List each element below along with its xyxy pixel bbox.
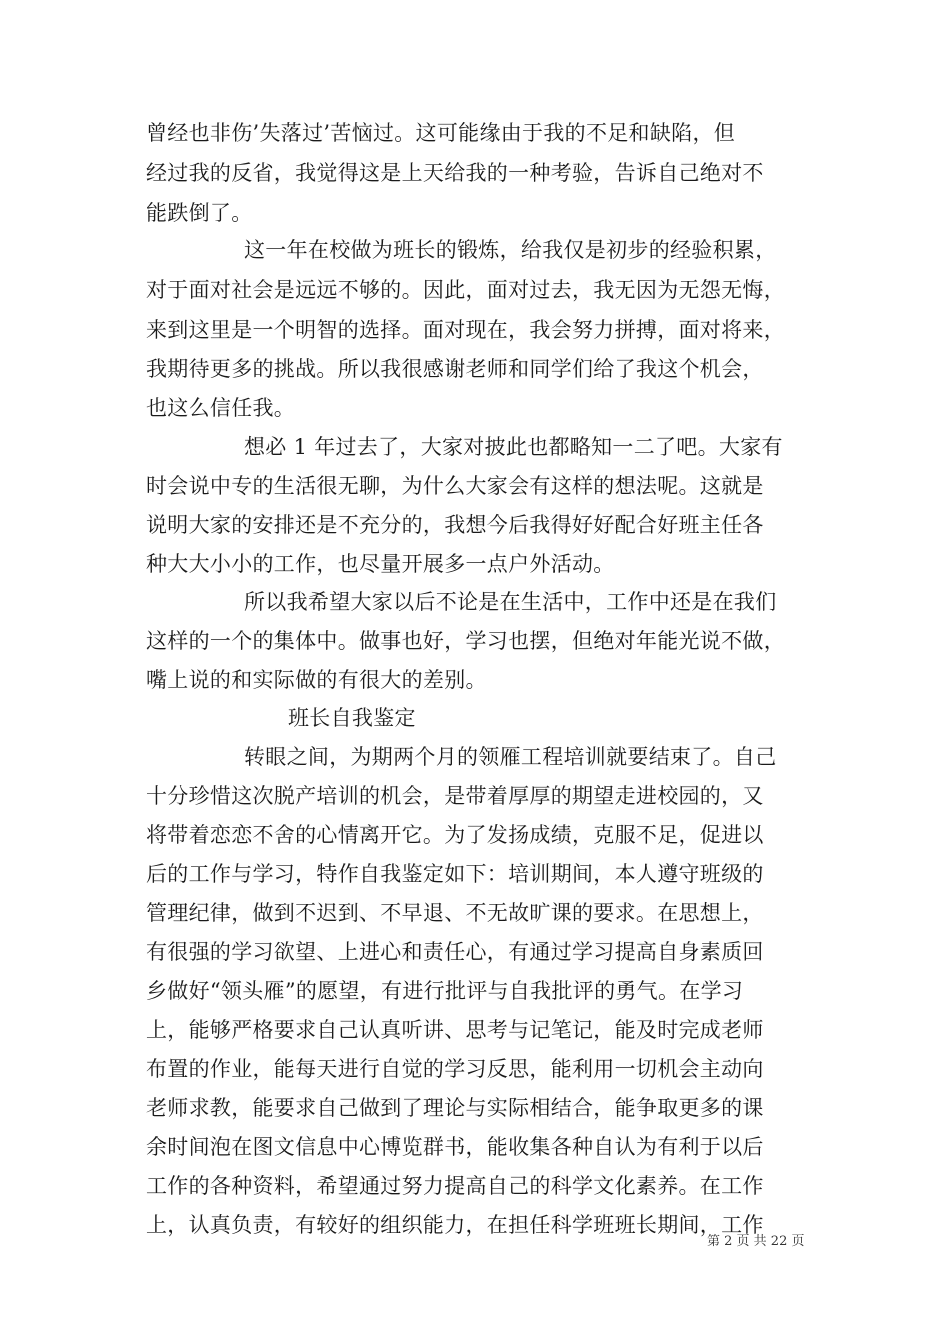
text-line: 也这么信任我。: [146, 396, 296, 420]
text-line: 来到这里是一个明智的选择。面对现在，我会努力拼搏，面对将来，: [146, 318, 785, 342]
text-line: 种大大小小的工作，也尽量开展多一点户外活动。: [146, 552, 615, 576]
text-line: 嘴上说的和实际做的有很大的差别。: [146, 668, 487, 692]
text-line: 时会说中专的生活很无聊，为什么大家会有这样的想法呢。这就是: [146, 474, 764, 498]
text-line: 管理纪律，做到不迟到、不早退、不无故旷课的要求。在思想上，: [146, 901, 764, 925]
text-line: 这样的一个的集体中。做事也好，学习也摆，但绝对年能光说不做，: [146, 629, 785, 653]
paragraph-first-line: 想必 1 年过去了，大家对披此也都略知一二了吧。大家有: [244, 435, 783, 459]
text-line: 布置的作业，能每天进行自觉的学习反思，能利用一切机会主动向: [146, 1057, 764, 1081]
text-line: 工作的各种资料，希望通过努力提高自己的科学文化素养。在工作: [146, 1174, 764, 1198]
text-line: 能跌倒了。: [146, 201, 253, 225]
text-line: 十分珍惜这次脱产培训的机会，是带着厚厚的期望走进校园的，又: [146, 784, 764, 808]
text-line: 经过我的反省，我觉得这是上天给我的一种考验，告诉自己绝对不: [146, 161, 764, 185]
text-line: 余时间泡在图文信息中心博览群书，能收集各种自认为有利于以后: [146, 1135, 764, 1159]
text-line: 曾经也非伤’失落过’苦恼过。这可能缘由于我的不足和缺陷，但: [146, 121, 736, 145]
text-line: 后的工作与学习，特作自我鉴定如下：培训期间，本人遵守班级的: [146, 862, 764, 886]
paragraph-first-line: 这一年在校做为班长的锻炼，给我仅是初步的经验积累，: [244, 238, 777, 262]
section-heading: 班长自我鉴定: [288, 706, 416, 730]
text-line: 老师求教，能要求自己做到了理论与实际相结合，能争取更多的课: [146, 1096, 764, 1120]
text-line: 对于面对社会是远远不够的。因此，面对过去，我无因为无怨无悔，: [146, 278, 785, 302]
text-line: 有很强的学习欲望、上进心和责任心，有通过学习提高自身素质回: [146, 940, 764, 964]
text-line: 将带着恋恋不舍的心情离开它。为了发扬成绩，克服不足，促进以: [146, 823, 764, 847]
text-line: 上，认真负责，有较好的组织能力，在担任科学班班长期间，工作: [146, 1213, 764, 1237]
text-line: 乡做好“领头雁”的愿望，有进行批评与自我批评的勇气。在学习: [146, 979, 744, 1003]
paragraph-first-line: 转眼之间，为期两个月的领雁工程培训就要结束了。自己: [244, 745, 777, 769]
text-line: 我期待更多的挑战。所以我很感谢老师和同学们给了我这个机会，: [146, 357, 764, 381]
text-line: 上，能够严格要求自己认真听讲、思考与记笔记，能及时完成老师: [146, 1018, 764, 1042]
paragraph-first-line: 所以我希望大家以后不论是在生活中，工作中还是在我们: [244, 590, 777, 614]
page-number: 第 2 页 共 22 页: [707, 1234, 805, 1249]
text-line: 说明大家的安排还是不充分的，我想今后我得好好配合好班主任各: [146, 513, 764, 537]
